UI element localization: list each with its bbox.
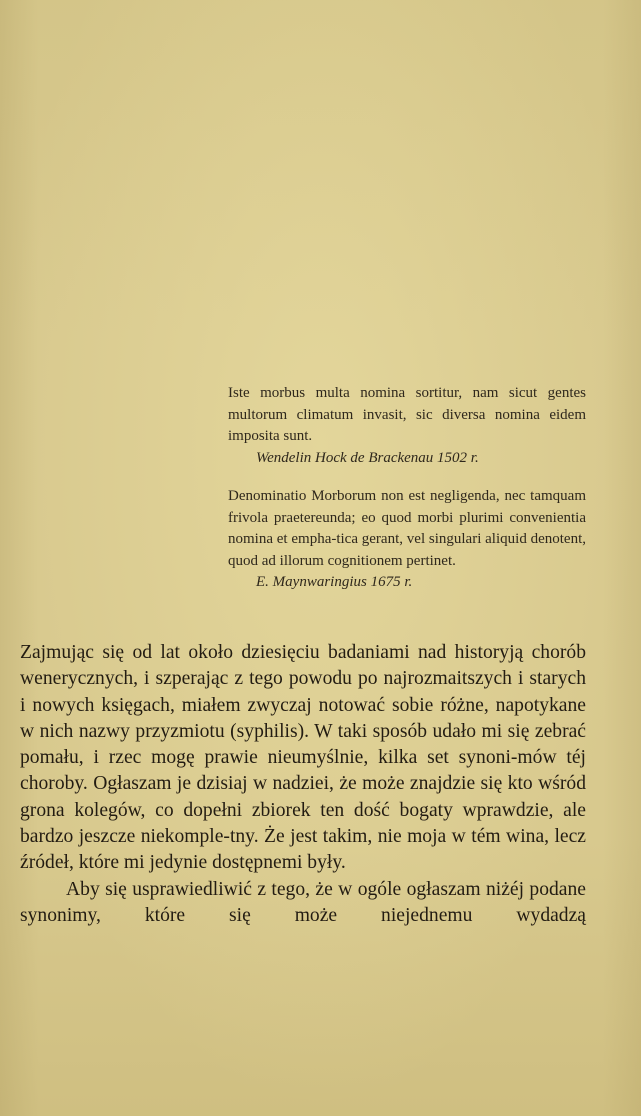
- epigraph-attribution-2: E. Maynwaringius 1675 r.: [256, 574, 413, 590]
- body-paragraph-2: Aby się usprawiedliwić z tego, że w ogóle ogłaszam niżéj podane synonimy, które się może niejednemu wydadzą: [20, 878, 586, 926]
- body-paragraph-1: Zajmując się od lat około dziesięciu badaniami nad historyją chorób wenerycznych, i szperając z tego powodu po najrozmaitszych i starych i nowych księgach, miałem zwyczaj notować sobie różne, napotykane w nich nazwy przyzmiotu (syphilis). W taki sposób udało mi się zebrać pomału, i rzec mogę prawie nieumyślnie, kilka set synoni-mów téj choroby. Ogłaszam je dzisiaj w nadziei, że może znajdzie się kto wśród grona kolegów, co dopełni zbiorek ten dość bogaty wprawdzie, ale bardzo jeszcze niekomple-tny. Że jest takim, nie moja w tém wina, lecz źródeł, które mi jedynie dostępnemi były.: [20, 642, 586, 874]
- epigraph-quote-1: Iste morbus multa nomina sortitur, nam sicut gentes multorum climatum invasit, sic diversa nomina eidem imposita sunt.: [228, 385, 586, 444]
- epigraph-quote-2: Denominatio Morborum non est negligenda, nec tamquam frivola praetereunda; eo quod morbi plurimi convenientia nomina et empha-tica gerant, vel singulari aliquid denotent, quod ad illorum cognitionem pertinet.: [228, 488, 586, 569]
- epigraph-attribution-1: Wendelin Hock de Brackenau 1502 r.: [256, 449, 479, 466]
- epigraph-block: [228, 383, 586, 594]
- main-text: [20, 640, 586, 929]
